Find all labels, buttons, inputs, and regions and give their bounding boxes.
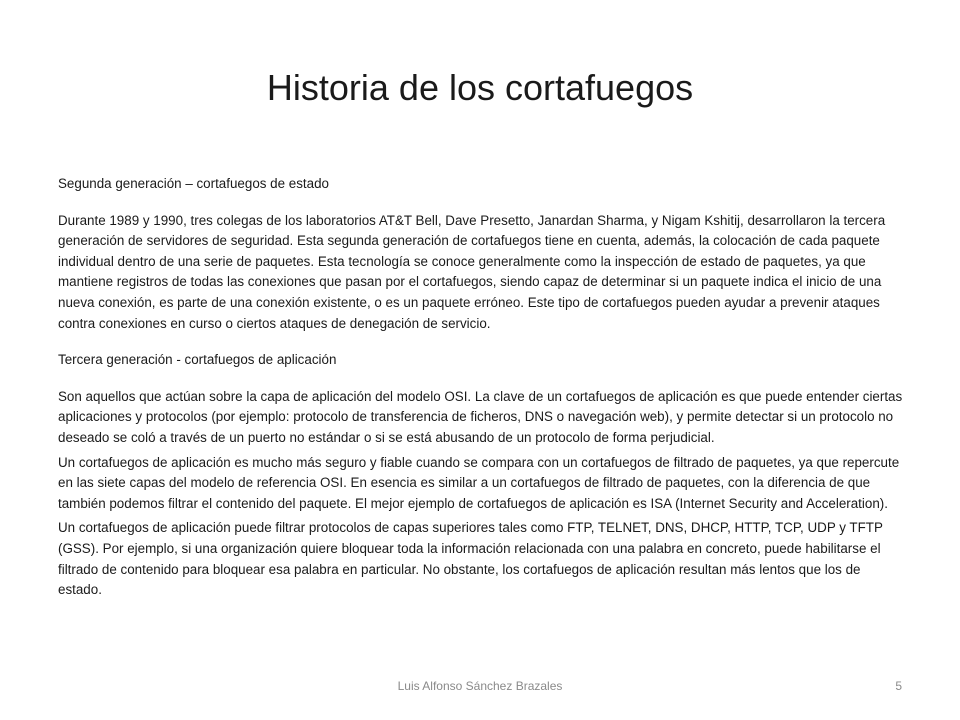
heading-third-generation: Tercera generación - cortafuegos de aplicación bbox=[58, 352, 337, 368]
paragraph-application-layer: Son aquellos que actúan sobre la capa de aplicación del modelo OSI. La clave de un cortafuegos de aplicación es que puede entender ciertas aplicaciones y protocolos (por ejemplo: protocolo de transferencia de ficheros, DNS o navegación web), y permite detectar si un protocolo no deseado se coló a través de un puerto no estándar o si se está abusando de un protocolo de forma perjudicial. bbox=[58, 388, 903, 445]
slide-footer bbox=[0, 679, 960, 699]
page-number: 5 bbox=[895, 679, 902, 693]
heading-second-generation: Segunda generación – cortafuegos de estado bbox=[58, 176, 329, 191]
paragraph-second-generation: Durante 1989 y 1990, tres colegas de los laboratorios AT&T Bell, Dave Presetto, Janardan Sharma, y Nigam Kshitij, desarrollaron la tercera generación de servidores de seguridad. Esta segunda generación de cortafuegos tiene en cuenta, además, la colocación de cada paquete individual dentro de una serie de paquetes. Esta tecnología se conoce generalmente como la inspección de estado de paquetes, ya que mantiene registros de todas las conexiones que pasan por el cortafuegos, siendo capaz de determinar si un paquete indica el inicio de una nueva conexión, es parte de una conexión existente, o es un paquete erróneo. Este tipo de cortafuegos pueden ayudar a prevenir ataques contra conexiones en curso o ciertos ataques de denegación de servicio. bbox=[58, 212, 886, 331]
slide-body bbox=[58, 174, 904, 601]
slide-title: Historia de los cortafuegos bbox=[266, 67, 694, 108]
footer-author: Luis Alfonso Sánchez Brazales bbox=[397, 679, 563, 693]
paragraph-protocol-filtering: Un cortafuegos de aplicación puede filtrar protocolos de capas superiores tales como FTP, TELNET, DNS, DHCP, HTTP, TCP, UDP y TFTP (GSS). Por ejemplo, si una organización quiere bloquear toda la información relacionada con una palabra en concreto, puede habilitarse el filtrado de contenido para bloquear esa palabra en particular. No obstante, los cortafuegos de aplicación resultan más lentos que los de estado. bbox=[58, 520, 883, 598]
paragraph-security-comparison: Un cortafuegos de aplicación es mucho más seguro y fiable cuando se compara con un cortafuegos de filtrado de paquetes, ya que repercute en las siete capas del modelo de referencia OSI. En esencia es similar a un cortafuegos de filtrado de paquetes, con la diferencia de que también podemos filtrar el contenido del paquete. El mejor ejemplo de cortafuegos de aplicación es ISA (Internet Security and Acceleration). bbox=[58, 454, 900, 511]
